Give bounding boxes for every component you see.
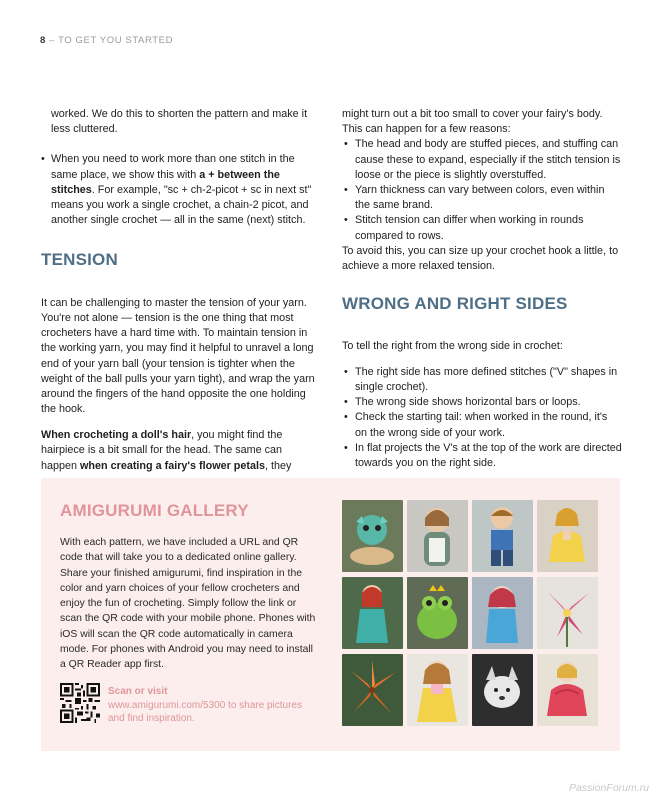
photo-mermaid-doll[interactable] — [342, 577, 403, 649]
plus-stitch-note — [41, 152, 317, 228]
photo-frog-prince[interactable] — [407, 577, 468, 649]
list-item: • In flat projects the V's at the top of the work are directed towards you on the right side. — [342, 441, 622, 471]
right-column-top — [342, 107, 622, 274]
wrong-right-body — [342, 328, 622, 471]
gallery-box — [41, 478, 620, 751]
left-column-top — [41, 107, 317, 228]
tension-para-2 — [41, 428, 321, 474]
tension-heading: TENSION — [41, 250, 118, 269]
wrong-right-heading: WRONG AND RIGHT SIDES — [342, 294, 568, 313]
continued-text: worked. We do this to shorten the pattern and make it less cluttered. — [51, 108, 308, 136]
qr-code[interactable] — [60, 683, 100, 723]
list-item: • Yarn thickness can vary between colors, even within the same brand. — [342, 183, 622, 213]
wrong-right-intro: To tell the right from the wrong side in crochet: — [342, 339, 563, 352]
note-bold: a + between the stitches — [51, 168, 280, 196]
list-item: • The right side has more defined stitches ("V" shapes in single crochet). — [342, 365, 622, 395]
list-item: • The head and body are stuffed pieces, and stuffing can cause these to expand, especially if the stitch tension is loose or the piece is slightly overstuffed. — [342, 137, 622, 183]
photo-girl-doll[interactable] — [407, 500, 468, 572]
reasons-list — [342, 137, 622, 243]
photo-wolf[interactable] — [472, 654, 533, 726]
gallery-text: With each pattern, we have included a URL and QR code that will take you to a dedicated online gallery. Share your finished amigurumi, find inspiration in the color and yarn choices of your fellow crocheters and enjoy the fun of crocheting. Simply follow the link or scan the QR code with your mobile phone. Phones with iOS will scan the QR code automatically in camera mode. For phones with Android you may need to install a QR Reader app first. — [60, 537, 316, 671]
photo-grid — [342, 500, 599, 730]
gallery-heading: AMIGURUMI GALLERY — [60, 501, 249, 520]
photo-pink-lily[interactable] — [537, 577, 598, 649]
tension-para-1: It can be challenging to master the tension of your yarn. You're not alone — tension is the one thing that most crocheters have a hard time with. To maintain tension in the working yarn, you may find it helpful to unravel a long end of your yarn ball (your tension is tighter when the weight of the ball pulls your yarn tight), and wrap the yarn around the fingers of the hand opposite the one holding the hook. — [41, 296, 315, 416]
scan-note — [108, 685, 318, 726]
photo-princess-doll[interactable] — [407, 654, 468, 726]
photo-orange-lily[interactable] — [342, 654, 403, 726]
photo-boy-doll[interactable] — [472, 500, 533, 572]
page-number: 8 — [40, 35, 46, 46]
scan-url[interactable]: www.amigurumi.com/5300 to share pictures and find inspiration. — [108, 699, 302, 724]
tension-bold-2: when creating a fairy's flower petals — [80, 459, 266, 472]
note-rest: . For example, "sc + ch-2-picot + sc in next st" means you work a single crochet, a chain-2 picot, and another single crochet — all in the same (next) stitch. — [51, 183, 312, 227]
running-header — [40, 35, 173, 46]
photo-rose-fairy[interactable] — [537, 654, 598, 726]
tension-body — [41, 285, 321, 485]
scan-title: Scan or visit — [108, 686, 168, 697]
fairy-continued: might turn out a bit too small to cover your fairy's body. This can happen for a few reasons: — [342, 108, 603, 136]
tension-bold-1: When crocheting a doll's hair — [41, 429, 192, 442]
sides-list — [342, 365, 622, 471]
tension-mid: , you might find the hairpiece is a bit small for the head. The same can happen — [41, 429, 283, 472]
photo-flower-fairy[interactable] — [537, 500, 598, 572]
photo-winter-doll[interactable] — [472, 577, 533, 649]
list-item: • The wrong side shows horizontal bars or loops. — [342, 395, 622, 410]
list-item: • Stitch tension can differ when working in rounds compared to rows. — [342, 213, 622, 243]
list-item: • Check the starting tail: when worked in the round, it's on the wrong side of your work. — [342, 410, 622, 440]
avoid-text: To avoid this, you can size up your crochet hook a little, to achieve a more relaxed tension. — [342, 244, 619, 273]
tension-end: , they — [265, 459, 292, 472]
photo-dragon-cup[interactable] — [342, 500, 403, 572]
note-intro: When you need to work more than one stitch in the same place, we show this with — [51, 153, 295, 181]
section-title: – TO GET YOU STARTED — [49, 35, 174, 46]
watermark: PassionForum.ru — [569, 782, 649, 794]
